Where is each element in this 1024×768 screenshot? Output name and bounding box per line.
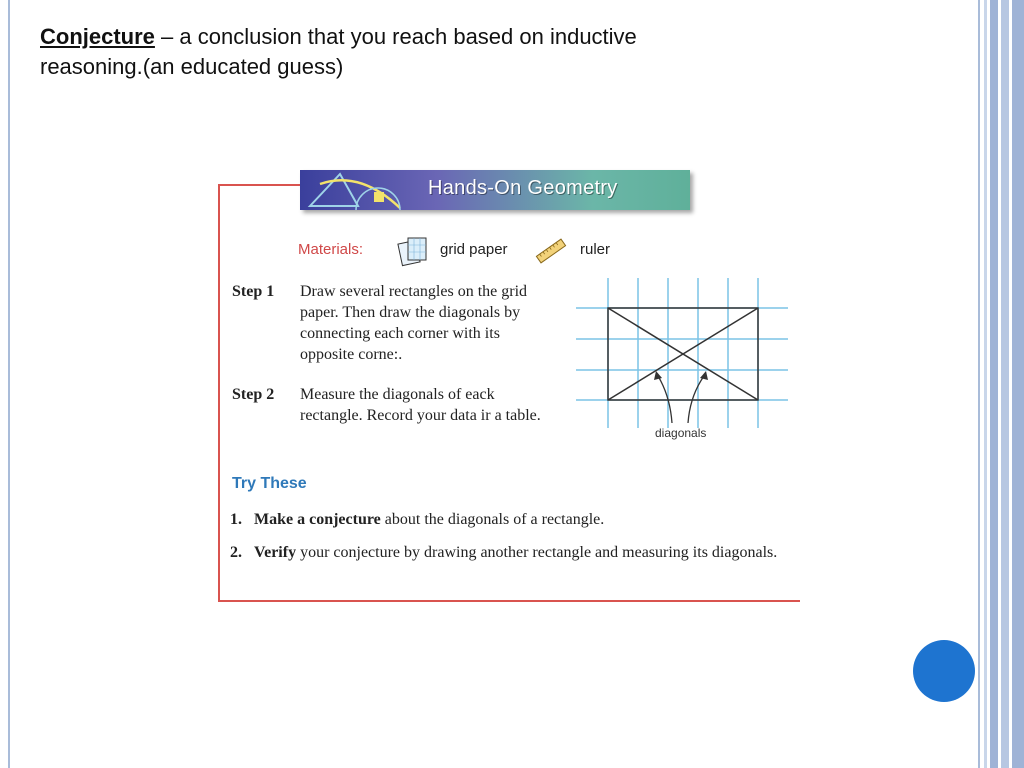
material-grid-paper: grid paper [440, 241, 508, 258]
slide-frame-right [978, 0, 980, 768]
border-bottom [218, 600, 800, 602]
material-ruler: ruler [580, 241, 611, 258]
materials-label: Materials: [298, 241, 364, 258]
try-item-1-number: 1. [230, 511, 242, 528]
step-1-text: Draw several rectangles on the grid paper. Then draw the diagonals by connecting each corner with its opposite corne:. [300, 283, 528, 363]
grid-paper-icon [396, 234, 430, 268]
section-banner [300, 170, 690, 210]
step-1-label: Step 1 [232, 283, 275, 300]
figure-label: diagonals [655, 426, 707, 440]
try-item-2-number: 2. [230, 544, 242, 561]
definition-text [40, 22, 660, 82]
textbook-excerpt [218, 168, 802, 606]
ruler-icon [534, 234, 568, 268]
try-item-2-bold: Verify [254, 544, 297, 561]
try-these-heading: Try These [232, 475, 307, 492]
try-item-2-rest: your conjecture by drawing another rectangle and measuring its diagonals. [296, 544, 778, 561]
try-item-1-rest: about the diagonals of a rectangle. [380, 511, 605, 528]
step-2-label: Step 2 [232, 386, 275, 403]
try-item-1-bold: Make a conjecture [254, 511, 381, 528]
step-2-text: Measure the diagonals of eack rectangle. Record your data ir a table. [300, 386, 541, 424]
slide-frame-left [8, 0, 10, 768]
slide-nav-circle[interactable] [913, 640, 975, 702]
geometry-deco-icon [300, 170, 410, 210]
definition-term: Conjecture [40, 24, 155, 49]
banner-title: Hands-On Geometry [428, 177, 618, 199]
try-item-1-text [254, 510, 790, 530]
try-item-2-text [254, 543, 790, 563]
border-left [218, 184, 220, 602]
border-top [218, 184, 302, 186]
rectangle-diagonals-figure [572, 278, 792, 448]
definition-body: – a conclusion that you reach based on inductive reasoning.(an educated guess) [40, 24, 637, 79]
slide-frame-stripes [984, 0, 1024, 768]
